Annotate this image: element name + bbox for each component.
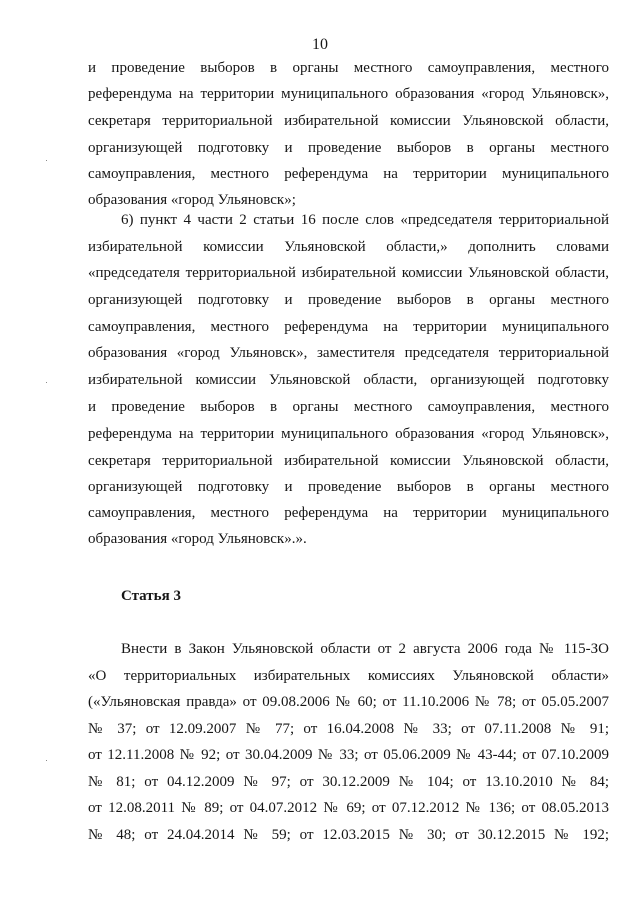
paragraph-3-line-4: № 37; от 12.09.2007 № 77; от 16.04.2008 № 33; от 07.11.2008 № 91;	[88, 721, 609, 737]
paragraph-1-line-3: секретаря территориальной избирательной комиссии Ульяновской области,	[88, 113, 609, 129]
paragraph-1-line-5: самоуправления, местного референдума на территории муниципального	[88, 166, 609, 182]
paragraph-2-line-8: и проведение выборов в органы местного самоуправления, местного	[88, 399, 609, 415]
paragraph-3-line-8: № 48; от 24.04.2014 № 59; от 12.03.2015 № 30; от 30.12.2015 № 192;	[88, 827, 609, 843]
paragraph-2-line-5: самоуправления, местного референдума на территории муниципального	[88, 319, 609, 335]
page-number: 10	[312, 36, 328, 53]
paragraph-3-line-1: Внести в Закон Ульяновской области от 2 августа 2006 года № 115-ЗО	[121, 641, 609, 657]
paragraph-1-line-2: референдума на территории муниципального образования «город Ульяновск»,	[88, 86, 609, 102]
paragraph-1-line-1: и проведение выборов в органы местного самоуправления, местного	[88, 60, 609, 76]
paragraph-3-line-3: («Ульяновская правда» от 09.08.2006 № 60; от 11.10.2006 № 78; от 05.05.2007	[88, 694, 609, 710]
paragraph-3-line-5: от 12.11.2008 № 92; от 30.04.2009 № 33; от 05.06.2009 № 43-44; от 07.10.2009	[88, 747, 609, 763]
paragraph-2-line-1: 6) пункт 4 части 2 статьи 16 после слов «председателя территориальной	[121, 212, 609, 228]
scan-speck	[46, 760, 47, 761]
paragraph-3-line-6: № 81; от 04.12.2009 № 97; от 30.12.2009 № 104; от 13.10.2010 № 84;	[88, 774, 609, 790]
paragraph-1-line-4: организующей подготовку и проведение выборов в органы местного	[88, 140, 609, 156]
paragraph-2-line-7: избирательной комиссии Ульяновской области, организующей подготовку	[88, 372, 609, 388]
article-heading: Статья 3	[121, 588, 181, 604]
paragraph-3-line-2: «О территориальных избирательных комиссиях Ульяновской области»	[88, 668, 609, 684]
paragraph-2-line-12: самоуправления, местного референдума на территории муниципального	[88, 505, 609, 521]
paragraph-2-line-3: «председателя территориальной избирательной комиссии Ульяновской области,	[88, 265, 609, 281]
paragraph-3-line-7: от 12.08.2011 № 89; от 04.07.2012 № 69; от 07.12.2012 № 136; от 08.05.2013	[88, 800, 609, 816]
paragraph-2-line-11: организующей подготовку и проведение выборов в органы местного	[88, 479, 609, 495]
paragraph-2-line-10: секретаря территориальной избирательной комиссии Ульяновской области,	[88, 453, 609, 469]
paragraph-2-line-6: образования «город Ульяновск», заместителя председателя территориальной	[88, 345, 609, 361]
scan-speck	[46, 160, 47, 161]
paragraph-2-line-13: образования «город Ульяновск».».	[88, 531, 307, 547]
paragraph-2-line-4: организующей подготовку и проведение выборов в органы местного	[88, 292, 609, 308]
paragraph-2-line-9: референдума на территории муниципального образования «город Ульяновск»,	[88, 426, 609, 442]
paragraph-2-line-2: избирательной комиссии Ульяновской области,» дополнить словами	[88, 239, 609, 255]
paragraph-1-line-6: образования «город Ульяновск»;	[88, 192, 296, 208]
scan-speck	[46, 382, 47, 383]
